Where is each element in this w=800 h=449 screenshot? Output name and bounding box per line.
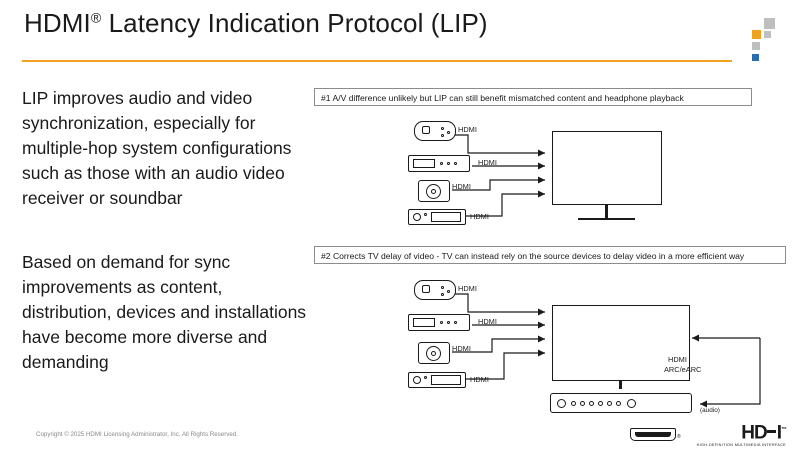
hdmi-wordmark-bar xyxy=(767,430,776,433)
stb-display xyxy=(413,318,435,327)
hdmi-label-disc-1: HDMI xyxy=(452,182,471,191)
arc-label-line2: ARC/eARC xyxy=(664,365,702,374)
soundbar-dot-2 xyxy=(580,401,585,406)
soundbar-dot-3 xyxy=(589,401,594,406)
hdmi-plug-registered-mark: ® xyxy=(677,434,681,440)
audio-label: (audio) xyxy=(700,407,720,414)
body-paragraph-2: Based on demand for sync improvements as content, distribution, devices and installations have become more diverse and demanding xyxy=(22,252,307,372)
soundbar-dot-6 xyxy=(616,401,621,406)
avr-grille xyxy=(431,375,461,385)
page-title-rest: Latency Indication Protocol (LIP) xyxy=(101,8,488,38)
soundbar-dot-1 xyxy=(571,401,576,406)
hdmi-plug-fill xyxy=(635,432,671,437)
stb-led-1 xyxy=(440,321,443,324)
hdmi-label-console-1: HDMI xyxy=(458,125,477,134)
avr-knob-icon xyxy=(413,376,421,384)
dpad-icon xyxy=(422,285,430,293)
avr-led xyxy=(424,376,427,379)
stb-led-2 xyxy=(447,321,450,324)
body-paragraph-1: LIP improves audio and video synchronization, especially for multiple-hop system configurations such as those with an audio video receiver or soundbar xyxy=(22,88,292,208)
hdmi-wordmark-right: I xyxy=(776,422,781,444)
diagram-2-caption: #2 Corrects TV delay of video - TV can instead rely on the source devices to delay video in a more efficient way xyxy=(314,246,786,264)
button-icon-3 xyxy=(441,293,444,296)
tv-neck xyxy=(619,381,622,389)
soundbar-driver-icon xyxy=(557,399,566,408)
diagram-1-caption: #1 A/V difference unlikely but LIP can still benefit mismatched content and headphone playback xyxy=(314,88,752,106)
button-icon-2 xyxy=(447,290,450,293)
hdmi-wordmark-left: HD xyxy=(741,422,767,444)
hdmi-wordmark-logo xyxy=(697,421,786,447)
page-title-main: HDMI xyxy=(24,8,91,38)
soundbar-dot-4 xyxy=(598,401,603,406)
hdmi-logo-tagline: HIGH-DEFINITION MULTIMEDIA INTERFACE xyxy=(696,443,786,448)
hdmi-label-stb-2: HDMI xyxy=(478,317,497,326)
hdmi-label-avr-1: HDMI xyxy=(470,212,489,221)
hdmi-wordmark xyxy=(697,421,786,442)
disc-hub-icon xyxy=(431,351,436,356)
arc-label-line1: HDMI xyxy=(668,355,687,364)
button-icon-1 xyxy=(441,286,444,289)
hdmi-label-stb-1: HDMI xyxy=(478,158,497,167)
hdmi-cable-end-icon xyxy=(630,428,682,442)
copyright-text: Copyright © 2025 HDMI Licensing Administrator, Inc. All Rights Reserved. xyxy=(36,431,238,438)
hdmi-label-console-2: HDMI xyxy=(458,284,477,293)
hdmi-wordmark-tm: ™ xyxy=(781,427,786,433)
soundbar-driver-icon-2 xyxy=(627,399,636,408)
soundbar-dot-5 xyxy=(607,401,612,406)
stb-led-3 xyxy=(454,321,457,324)
registered-mark: ® xyxy=(90,9,102,26)
hdmi-label-avr-2: HDMI xyxy=(470,375,489,384)
hdmi-label-disc-2: HDMI xyxy=(452,344,471,353)
